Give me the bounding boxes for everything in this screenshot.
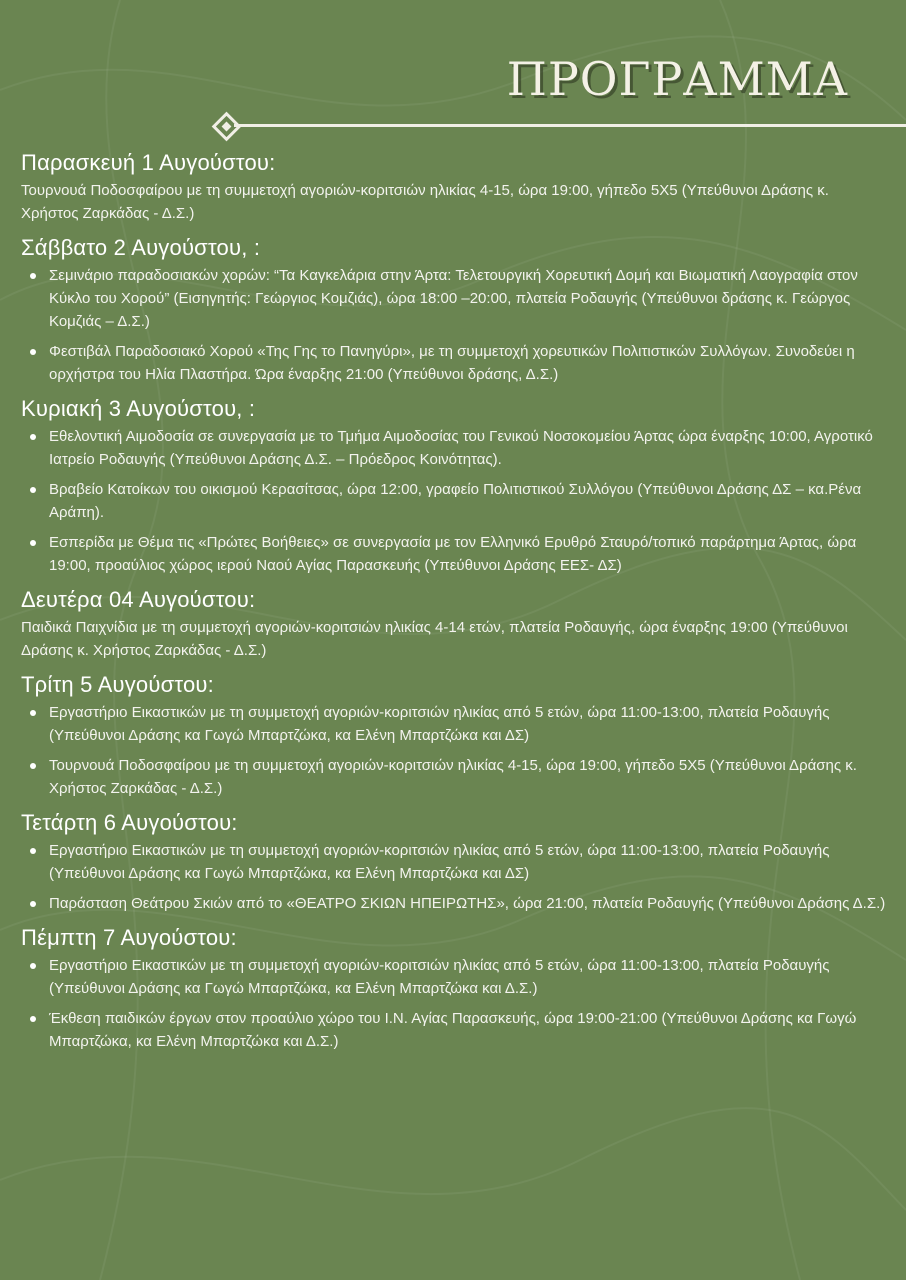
day-section-monday <box>21 587 889 662</box>
page-title: ΠΡΟΓΡΑΜΜΑ <box>506 52 848 106</box>
day-section-saturday <box>21 235 889 386</box>
event-item: Εθελοντική Αιμοδοσία σε συνεργασία με το Τμήμα Αιμοδοσίας του Γενικού Νοσοκομείου Άρτας ώρα έναρξης 10:00, Αγροτικό Ιατρείο Ροδαυγής (Υπεύθυνοι Δράσης Δ.Σ. – Πρόεδρος Κοινότητας). <box>21 425 889 471</box>
day-event-text: Παιδικά Παιχνίδια με τη συμμετοχή αγοριών-κοριτσιών ηλικίας 4-14 ετών, πλατεία Ροδαυγής, ώρα έναρξης 19:00 (Υπεύθυνοι Δράσης κ. Χρήστος Ζαρκάδας - Δ.Σ.) <box>21 619 848 659</box>
day-event-text: Τουρνουά Ποδοσφαίρου με τη συμμετοχή αγοριών-κοριτσιών ηλικίας 4-15, ώρα 19:00, γήπεδο 5Χ5 (Υπεύθυνοι Δράσης κ. Χρήστος Ζαρκάδας - Δ.Σ.) <box>21 182 829 222</box>
event-item: Εσπερίδα με Θέμα τις «Πρώτες Βοήθειες» σε συνεργασία με τον Ελληνικό Ερυθρό Σταυρό/τοπικό παράρτημα Άρτας, ώρα 19:00, προαύλιος χώρος ιερού Ναού Αγίας Παρασκευής (Υπεύθυνοι Δράσης ΕΕΣ- ΔΣ) <box>21 531 889 577</box>
divider-line <box>234 124 906 127</box>
event-list <box>21 701 889 800</box>
event-item: Εργαστήριο Εικαστικών με τη συμμετοχή αγοριών-κοριτσιών ηλικίας από 5 ετών, ώρα 11:00-13:00, πλατεία Ροδαυγής (Υπεύθυνοι Δράσης κα Γωγώ Μπαρτζώκα, κα Ελένη Μπαρτζώκα και ΔΣ) <box>21 839 889 885</box>
event-item: Εργαστήριο Εικαστικών με τη συμμετοχή αγοριών-κοριτσιών ηλικίας από 5 ετών, ώρα 11:00-13:00, πλατεία Ροδαυγής (Υπεύθυνοι Δράσης κα Γωγώ Μπαρτζώκα, κα Ελένη Μπαρτζώκα και ΔΣ) <box>21 701 889 747</box>
day-heading: Παρασκευή 1 Αυγούστου: <box>21 150 276 175</box>
day-section-thursday <box>21 925 889 1053</box>
day-section-wednesday <box>21 810 889 915</box>
day-heading: Σάββατο 2 Αυγούστου, : <box>21 235 261 260</box>
event-item: Βραβείο Κατοίκων του οικισμού Κερασίτσας, ώρα 12:00, γραφείο Πολιτιστικού Συλλόγου (Υπεύθυνοι Δράσης ΔΣ – κα.Ρένα Αράπη). <box>21 478 889 524</box>
day-heading: Πέμπτη 7 Αυγούστου: <box>21 925 237 950</box>
event-item: Τουρνουά Ποδοσφαίρου με τη συμμετοχή αγοριών-κοριτσιών ηλικίας 4-15, ώρα 19:00, γήπεδο 5Χ5 (Υπεύθυνοι Δράσης κ. Χρήστος Ζαρκάδας - Δ.Σ.) <box>21 754 889 800</box>
day-section-sunday <box>21 396 889 577</box>
event-item: Εργαστήριο Εικαστικών με τη συμμετοχή αγοριών-κοριτσιών ηλικίας από 5 ετών, ώρα 11:00-13:00, πλατεία Ροδαυγής (Υπεύθυνοι Δράσης κα Γωγώ Μπαρτζώκα, κα Ελένη Μπαρτζώκα και Δ.Σ.) <box>21 954 889 1000</box>
event-item: Παράσταση Θεάτρου Σκιών από το «ΘΕΑΤΡΟ ΣΚΙΩΝ ΗΠΕΙΡΩΤΗΣ», ώρα 21:00, πλατεία Ροδαυγής (Υπεύθυνοι Δράσης Δ.Σ.) <box>21 892 889 915</box>
day-section-friday <box>21 150 889 225</box>
event-item: Φεστιβάλ Παραδοσιακό Χορού «Της Γης το Πανηγύρι», με τη συμμετοχή χορευτικών Πολιτιστικών Συλλόγων. Συνοδεύει η ορχήστρα του Ηλία Πλαστήρα. Ώρα έναρξης 21:00 (Υπεύθυνοι δράσης, Δ.Σ.) <box>21 340 889 386</box>
event-item: Έκθεση παιδικών έργων στον προαύλιο χώρο του Ι.Ν. Αγίας Παρασκευής, ώρα 19:00-21:00 (Υπεύθυνοι Δράσης κα Γωγώ Μπαρτζώκα, κα Ελένη Μπαρτζώκα και Δ.Σ.) <box>21 1007 889 1053</box>
event-list <box>21 839 889 915</box>
program-list <box>21 150 889 1063</box>
day-section-tuesday <box>21 672 889 800</box>
title-divider <box>214 116 906 136</box>
event-list <box>21 425 889 577</box>
day-heading: Κυριακή 3 Αυγούστου, : <box>21 396 256 421</box>
event-item: Σεμινάριο παραδοσιακών χορών: “Τα Καγκελάρια στην Άρτα: Τελετουργική Χορευτική Δομή και Βιωματική Λαογραφία στον Κύκλο του Χορού” (Εισηγητής: Γεώργιος Κομζιάς), ώρα 18:00 –20:00, πλατεία Ροδαυγής (Υπεύθυνοι δράσης κ. Γεώργος Κομζιάς – Δ.Σ.) <box>21 264 889 333</box>
day-heading: Τετάρτη 6 Αυγούστου: <box>21 810 238 835</box>
event-list <box>21 264 889 386</box>
event-list <box>21 954 889 1053</box>
day-heading: Δευτέρα 04 Αυγούστου: <box>21 587 256 612</box>
day-heading: Τρίτη 5 Αυγούστου: <box>21 672 214 697</box>
